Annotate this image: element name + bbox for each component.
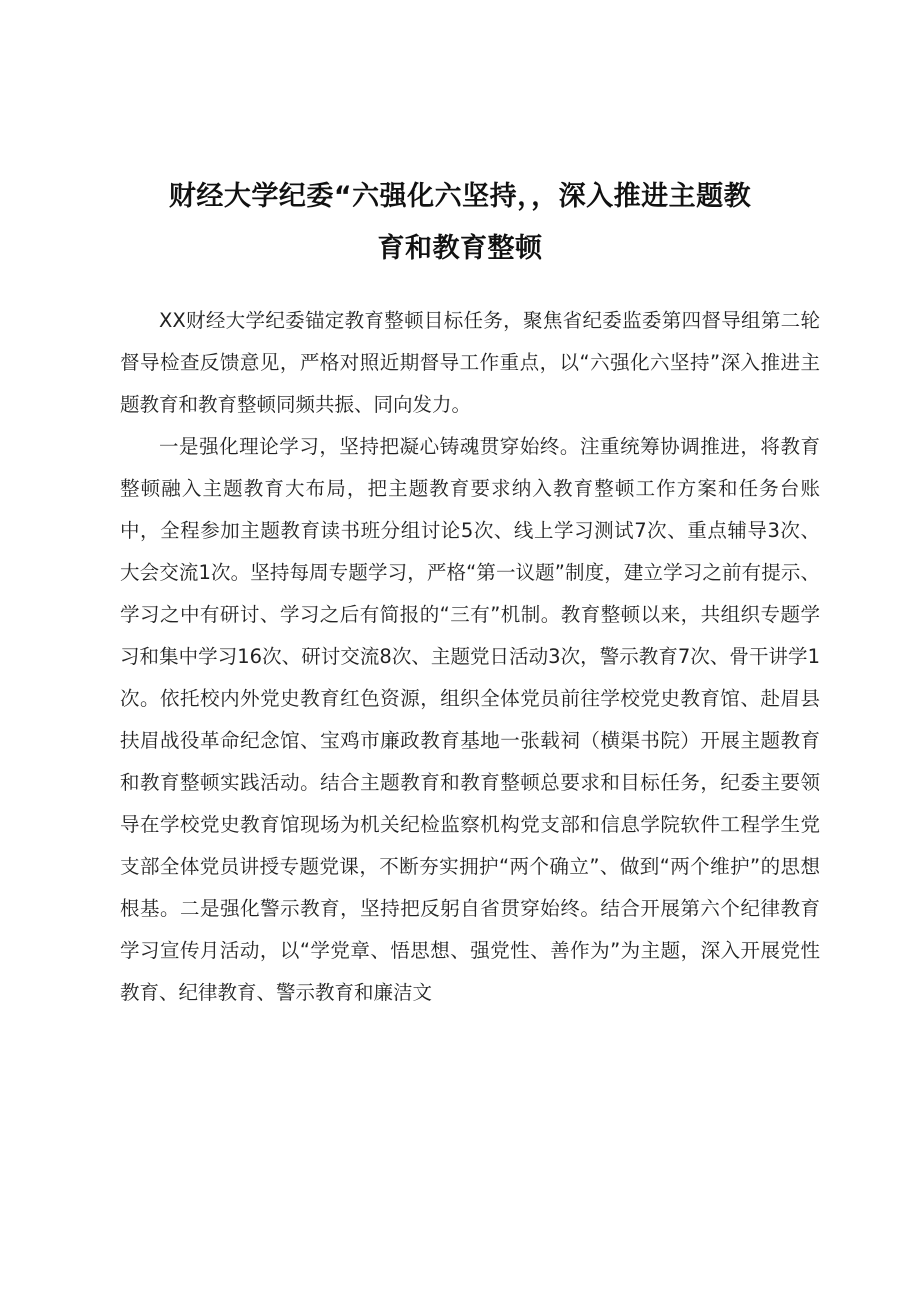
document-body [120,300,820,1014]
document-title-line-2: 育和教育整顿 [377,233,543,264]
paragraph-main: 一是强化理论学习，坚持把凝心铸魂贯穿始终。注重统筹协调推进，将教育整顿融入主题教育大布局，把主题教育要求纳入教育整顿工作方案和任务台账中，全程参加主题教育读书班分组讨论5次、线上学习测试7次、重点辅导3次、大会交流1次。坚持每周专题学习，严格“第一议题”制度，建立学习之前有提示、学习之中有研讨、学习之后有简报的“三有”机制。教育整顿以来，共组织专题学习和集中学习16次、研讨交流8次、主题党日活动3次，警示教育7次、骨干讲学1次。依托校内外党史教育红色资源，组织全体党员前往学校党史教育馆、赴眉县扶眉战役革命纪念馆、宝鸡市廉政教育基地一张载祠（横渠书院）开展主题教育和教育整顿实践活动。结合主题教育和教育整顿总要求和目标任务，纪委主要领导在学校党史教育馆现场为机关纪检监察机构党支部和信息学院软件工程学生党支部全体党员讲授专题党课，不断夯实拥护“两个确立”、做到“两个维护”的思想根基。二是强化警示教育，坚持把反躬自省贯穿始终。结合开展第六个纪律教育学习宣传月活动，以“学党章、悟思想、强党性、善作为”为主题，深入开展党性教育、纪律教育、警示教育和廉洁文 [120,435,820,1004]
paragraph-intro: XX财经大学纪委锚定教育整顿目标任务，聚焦省纪委监委第四督导组第二轮督导检查反馈意见，严格对照近期督导工作重点，以“六强化六坚持”深入推进主题教育和教育整顿同频共振、同向发力。 [120,309,820,416]
document-title-line-1: 财经大学纪委“六强化六坚持，，深入推进主题教 [168,181,752,212]
